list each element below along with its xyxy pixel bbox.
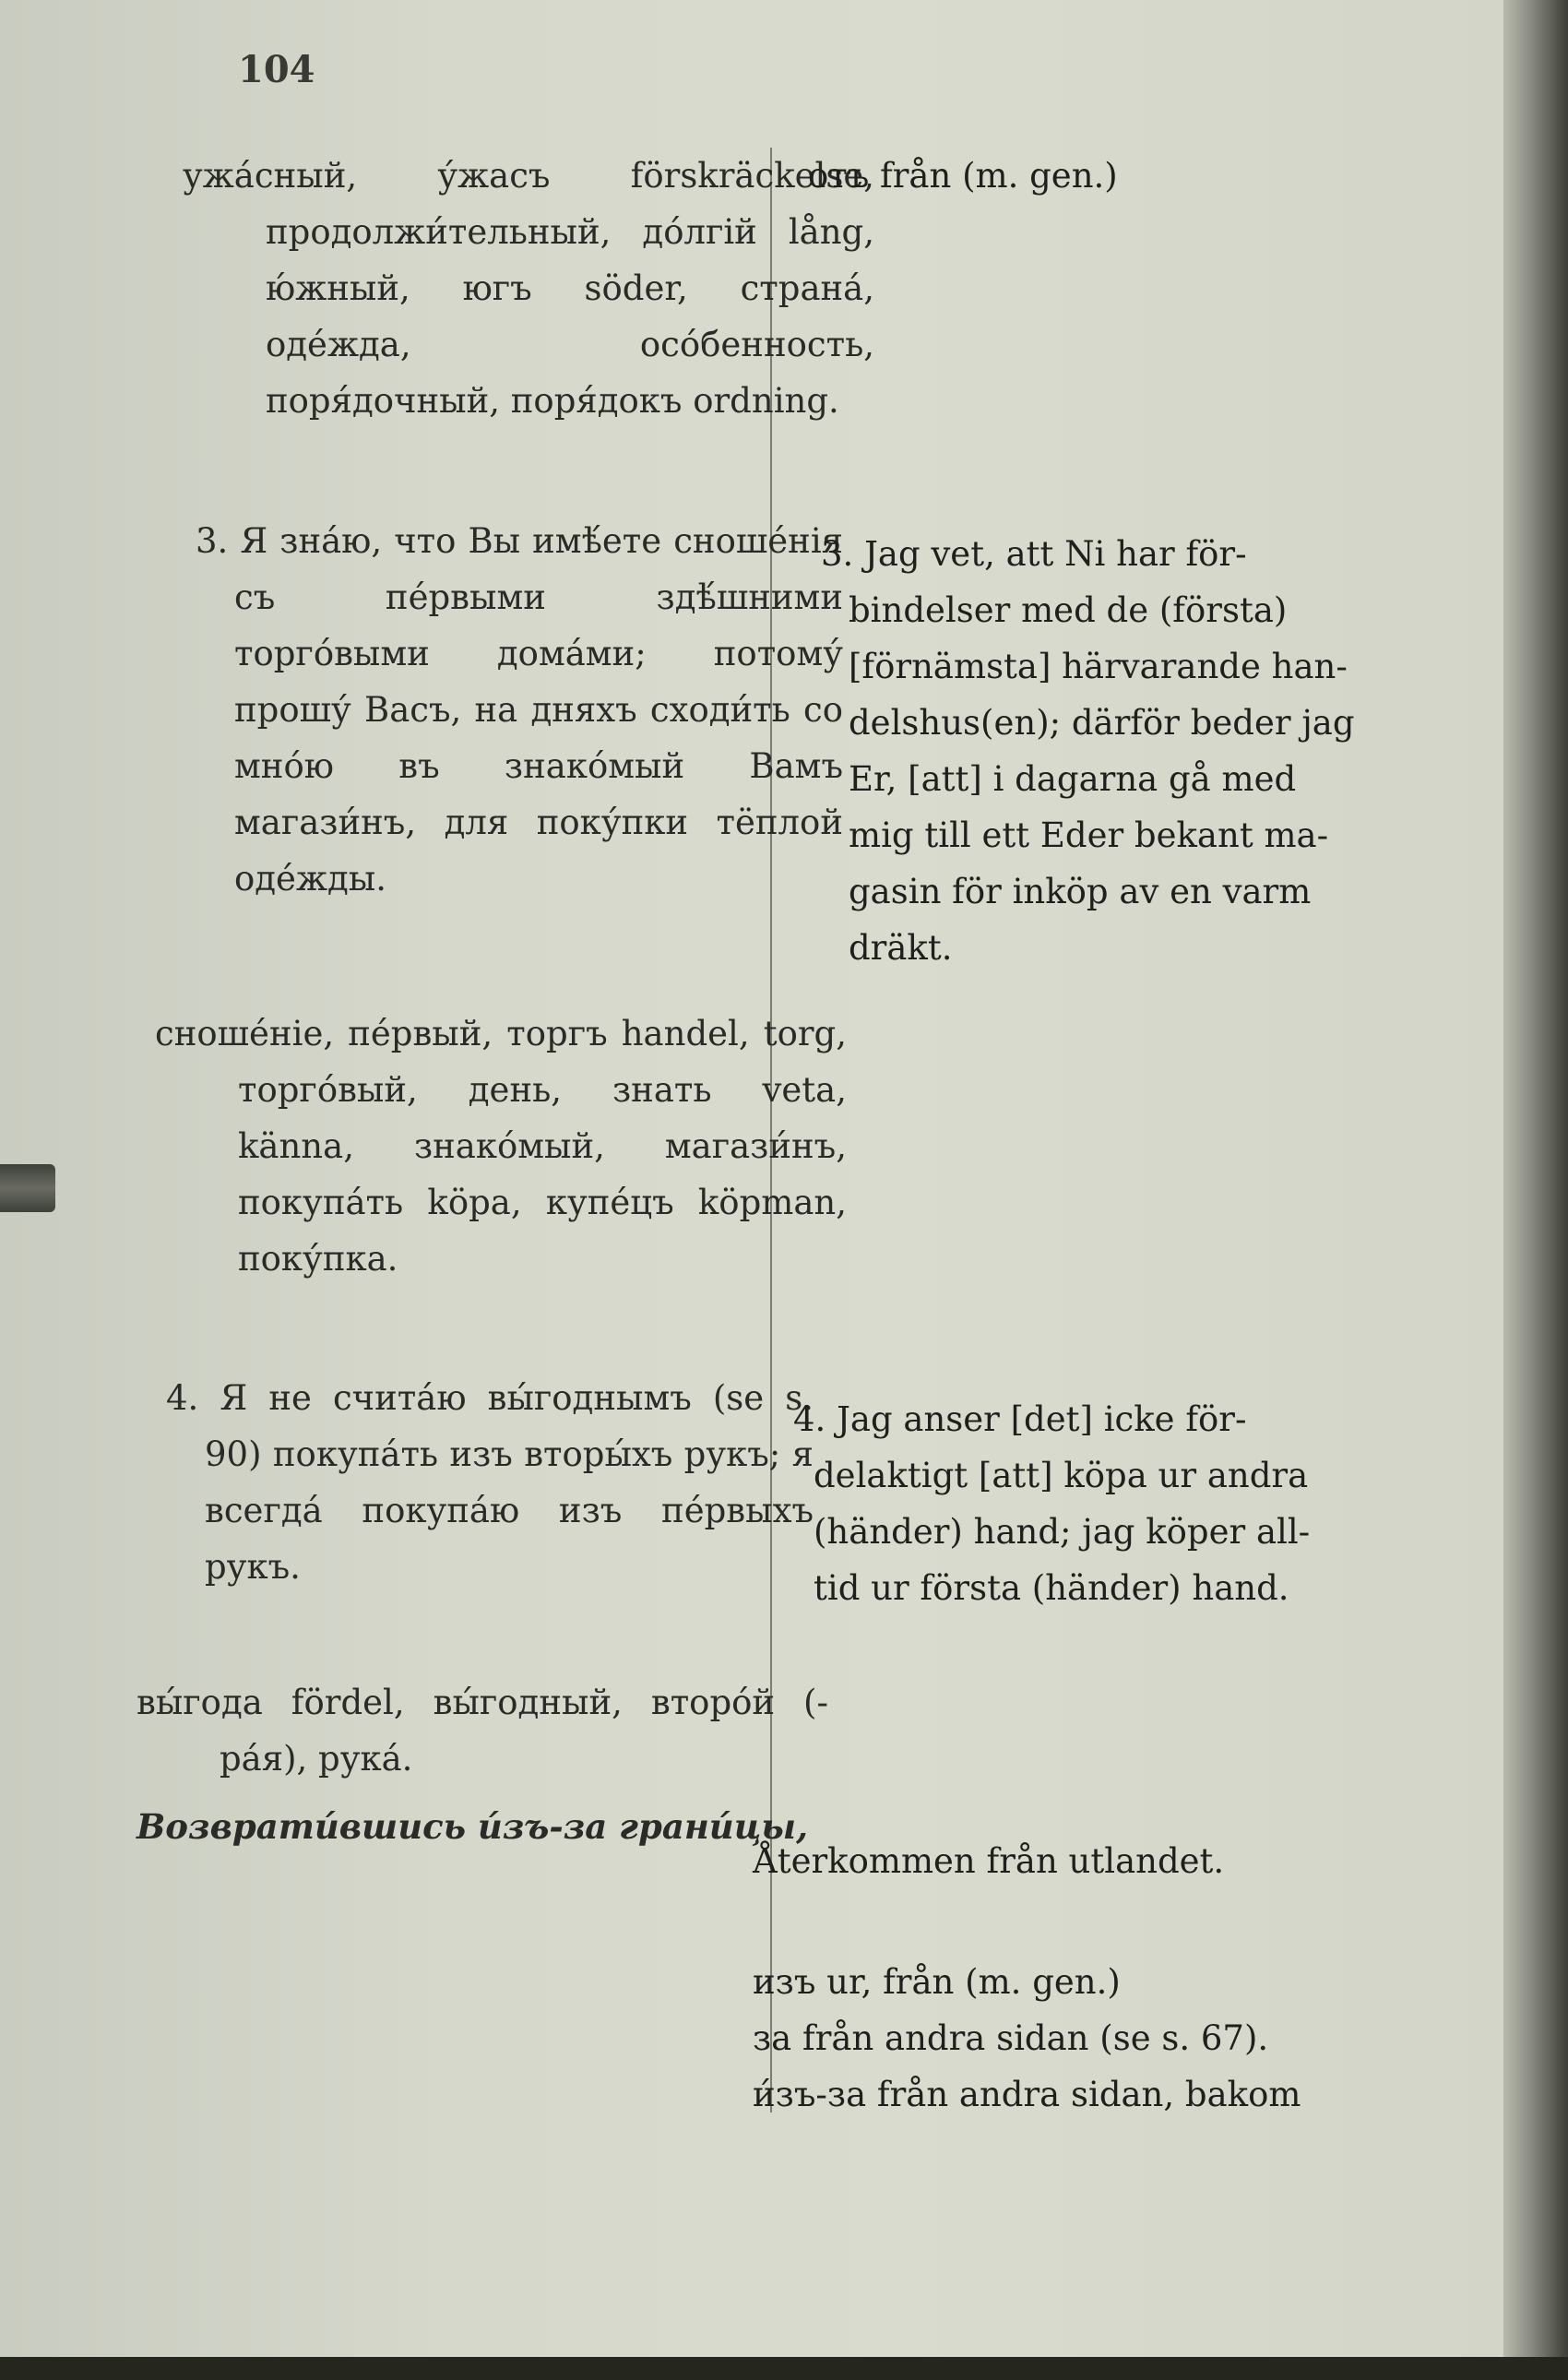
left-sentence-3: 3. Я зна́ю, что Вы имѣ́ете сноше́нія съ пе́рвыми здѣ́шними торго́выми дома́ми; потому́ прошу́ Васъ, на дняхъ сходи́ть со мно́ю въ знако́мый Вамъ магази́нъ, для поку́пки тёплой оде́жды. <box>196 521 843 898</box>
left-vocab-3: сноше́ніе, пе́рвый, торгъ handel, torg, торго́вый, день, знать veta, känna, знако́мый, магази́нъ, покупа́ть köpa, купе́цъ köpman, поку́пка. <box>155 1014 847 1279</box>
left-sentence-4: 4. Я не счита́ю вы́годнымъ (se s. 90) покупа́ть изъ вторы́хъ рукъ; я всегда́ покупа́ю изъ пе́рвыхъ рукъ. <box>166 1378 814 1587</box>
right-sentence-3 <box>821 526 1430 976</box>
bottom-strip <box>0 2357 1568 2380</box>
right-sentence-3-line: [förnämsta] härvarande han- <box>849 647 1348 686</box>
right-sentence-3-line: gasin för inköp av en varm <box>849 872 1312 911</box>
right-sentence-3-line: bindelser med de (första) <box>849 590 1288 630</box>
right-sentence-4 <box>793 1391 1402 1616</box>
right-vocab <box>753 1954 1361 2123</box>
bookmark-ribbon <box>0 1164 55 1212</box>
right-vocab-line: изъ ur, från (m. gen.) <box>753 1962 1121 2002</box>
left-vocab-4: вы́года fördel, вы́годный, второ́й (-ра́я), рука́. <box>137 1683 828 1779</box>
right-heading-block <box>753 1833 1361 1889</box>
page-edge <box>1503 0 1568 2380</box>
left-heading: Возврати́вшись и́зъ-за грани́цы, <box>137 1806 808 1847</box>
right-sentence-3-line: dräkt. <box>849 928 953 968</box>
right-sentence-3-line: delshus(en); därför beder jag <box>849 703 1355 743</box>
right-sentence-4-line: (händer) hand; jag köper all- <box>814 1512 1311 1552</box>
right-sentence-3-line: mig till ett Eder bekant ma- <box>849 815 1329 855</box>
right-vocab-1-line: отъ från (m. gen.) <box>808 156 1118 196</box>
right-sentence-3-line: Er, [att] i dagarna gå med <box>849 759 1297 799</box>
right-vocab-1 <box>808 148 1417 204</box>
page-number: 104 <box>238 48 315 91</box>
right-sentence-4-line: tid ur första (händer) hand. <box>814 1568 1289 1608</box>
left-vocab-1: ужа́сный, у́жасъ förskräckelse, продолжи́тельный, до́лгій lång, ю́жный, югъ söder, страна́, оде́жда, осо́бенность, поря́дочный, поря́докъ ordning. <box>183 156 874 421</box>
right-vocab-line: за från andra sidan (se s. 67). <box>753 2018 1269 2058</box>
right-vocab-line: и́зъ-за från andra sidan, bakom <box>753 2075 1301 2114</box>
right-heading: Återkommen från utlandet. <box>753 1841 1225 1881</box>
right-sentence-4-line: delaktigt [att] köpa ur andra <box>814 1456 1309 1495</box>
right-sentence-4-line: 4. Jag anser [det] icke för- <box>793 1399 1247 1439</box>
right-sentence-3-line: 3. Jag vet, att Ni har för- <box>821 534 1247 574</box>
